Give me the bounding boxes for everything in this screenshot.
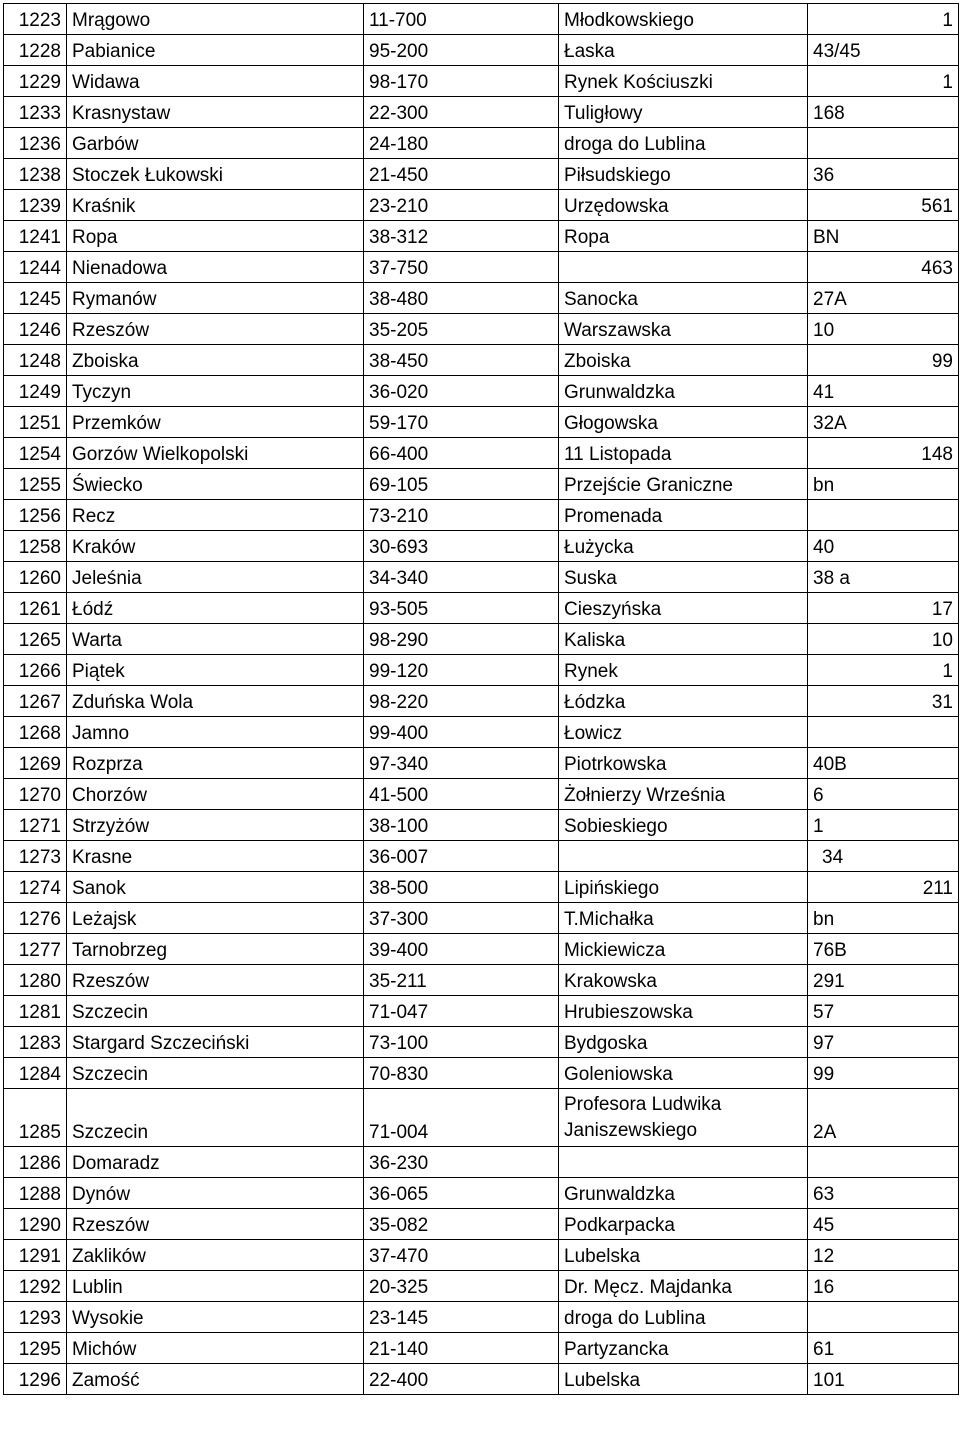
cell-id: 1241 <box>4 221 67 252</box>
table-row <box>4 407 959 438</box>
cell-id: 1267 <box>4 686 67 717</box>
table-row <box>4 438 959 469</box>
table-row <box>4 35 959 66</box>
cell-id: 1280 <box>4 965 67 996</box>
cell-city: Świecko <box>67 469 364 500</box>
cell-city: Domaradz <box>67 1147 364 1178</box>
table-row <box>4 1271 959 1302</box>
cell-house-number: 34 <box>808 841 959 872</box>
cell-street: Głogowska <box>559 407 808 438</box>
cell-house-number: 561 <box>808 190 959 221</box>
cell-postal-code: 38-100 <box>364 810 559 841</box>
cell-city: Rozprza <box>67 748 364 779</box>
cell-city: Stargard Szczeciński <box>67 1027 364 1058</box>
table-row <box>4 686 959 717</box>
cell-street: Profesora Ludwika Janiszewskiego <box>559 1089 808 1147</box>
cell-street <box>559 252 808 283</box>
cell-id: 1285 <box>4 1089 67 1147</box>
cell-city: Jamno <box>67 717 364 748</box>
cell-postal-code: 37-300 <box>364 903 559 934</box>
cell-house-number: 1 <box>808 655 959 686</box>
cell-street: Cieszyńska <box>559 593 808 624</box>
cell-city: Leżajsk <box>67 903 364 934</box>
table-row <box>4 934 959 965</box>
cell-house-number: 1 <box>808 810 959 841</box>
cell-postal-code: 71-004 <box>364 1089 559 1147</box>
cell-house-number: 291 <box>808 965 959 996</box>
cell-id: 1266 <box>4 655 67 686</box>
cell-id: 1223 <box>4 4 67 35</box>
cell-id: 1293 <box>4 1302 67 1333</box>
cell-id: 1233 <box>4 97 67 128</box>
cell-city: Recz <box>67 500 364 531</box>
table-row <box>4 593 959 624</box>
cell-house-number: 211 <box>808 872 959 903</box>
cell-city: Strzyżów <box>67 810 364 841</box>
cell-postal-code: 73-100 <box>364 1027 559 1058</box>
cell-street: Krakowska <box>559 965 808 996</box>
cell-city: Rzeszów <box>67 314 364 345</box>
cell-id: 1244 <box>4 252 67 283</box>
cell-street: Urzędowska <box>559 190 808 221</box>
cell-house-number <box>808 1302 959 1333</box>
cell-street: Sobieskiego <box>559 810 808 841</box>
cell-house-number: 76B <box>808 934 959 965</box>
cell-street: Podkarpacka <box>559 1209 808 1240</box>
table-row <box>4 717 959 748</box>
address-table-body <box>4 4 959 1395</box>
cell-street: Grunwaldzka <box>559 1178 808 1209</box>
cell-street: Sanocka <box>559 283 808 314</box>
cell-id: 1277 <box>4 934 67 965</box>
cell-id: 1239 <box>4 190 67 221</box>
table-row <box>4 1089 959 1147</box>
cell-house-number <box>808 500 959 531</box>
cell-id: 1290 <box>4 1209 67 1240</box>
table-row <box>4 1333 959 1364</box>
cell-city: Rymanów <box>67 283 364 314</box>
cell-house-number: 41 <box>808 376 959 407</box>
cell-postal-code: 23-210 <box>364 190 559 221</box>
cell-id: 1295 <box>4 1333 67 1364</box>
cell-street: Bydgoska <box>559 1027 808 1058</box>
cell-postal-code: 73-210 <box>364 500 559 531</box>
cell-postal-code: 38-480 <box>364 283 559 314</box>
cell-postal-code: 39-400 <box>364 934 559 965</box>
cell-id: 1238 <box>4 159 67 190</box>
cell-city: Tyczyn <box>67 376 364 407</box>
cell-house-number: 40B <box>808 748 959 779</box>
cell-city: Dynów <box>67 1178 364 1209</box>
table-row <box>4 1147 959 1178</box>
cell-id: 1260 <box>4 562 67 593</box>
cell-city: Krasnystaw <box>67 97 364 128</box>
cell-postal-code: 36-065 <box>364 1178 559 1209</box>
table-row <box>4 996 959 1027</box>
cell-postal-code: 97-340 <box>364 748 559 779</box>
table-row <box>4 1178 959 1209</box>
cell-city: Widawa <box>67 66 364 97</box>
cell-street: Ropa <box>559 221 808 252</box>
cell-street: Zboiska <box>559 345 808 376</box>
cell-street: Żołnierzy Września <box>559 779 808 810</box>
cell-city: Mrągowo <box>67 4 364 35</box>
cell-street: droga do Lublina <box>559 128 808 159</box>
cell-street: Piłsudskiego <box>559 159 808 190</box>
cell-postal-code: 41-500 <box>364 779 559 810</box>
cell-street: Rynek <box>559 655 808 686</box>
cell-street: Kaliska <box>559 624 808 655</box>
cell-house-number: 61 <box>808 1333 959 1364</box>
cell-house-number: BN <box>808 221 959 252</box>
cell-street: Piotrkowska <box>559 748 808 779</box>
table-row <box>4 562 959 593</box>
table-row <box>4 965 959 996</box>
cell-house-number: 168 <box>808 97 959 128</box>
cell-city: Rzeszów <box>67 1209 364 1240</box>
cell-city: Rzeszów <box>67 965 364 996</box>
cell-id: 1284 <box>4 1058 67 1089</box>
table-row <box>4 1364 959 1395</box>
cell-id: 1245 <box>4 283 67 314</box>
cell-city: Kraśnik <box>67 190 364 221</box>
cell-id: 1265 <box>4 624 67 655</box>
table-row <box>4 469 959 500</box>
cell-postal-code: 37-750 <box>364 252 559 283</box>
cell-id: 1256 <box>4 500 67 531</box>
cell-house-number: 43/45 <box>808 35 959 66</box>
cell-postal-code: 70-830 <box>364 1058 559 1089</box>
cell-postal-code: 98-170 <box>364 66 559 97</box>
cell-house-number: 101 <box>808 1364 959 1395</box>
cell-postal-code: 37-470 <box>364 1240 559 1271</box>
cell-house-number: 31 <box>808 686 959 717</box>
cell-house-number: 40 <box>808 531 959 562</box>
cell-house-number: 99 <box>808 345 959 376</box>
cell-id: 1249 <box>4 376 67 407</box>
cell-postal-code: 38-500 <box>364 872 559 903</box>
cell-city: Zamość <box>67 1364 364 1395</box>
cell-id: 1281 <box>4 996 67 1027</box>
cell-street: Przejście Graniczne <box>559 469 808 500</box>
cell-id: 1246 <box>4 314 67 345</box>
table-row <box>4 810 959 841</box>
cell-postal-code: 22-300 <box>364 97 559 128</box>
table-row <box>4 1058 959 1089</box>
cell-id: 1288 <box>4 1178 67 1209</box>
cell-street: Łużycka <box>559 531 808 562</box>
cell-house-number: 16 <box>808 1271 959 1302</box>
cell-street: Warszawska <box>559 314 808 345</box>
cell-postal-code: 36-020 <box>364 376 559 407</box>
cell-city: Chorzów <box>67 779 364 810</box>
cell-street: Hrubieszowska <box>559 996 808 1027</box>
cell-id: 1236 <box>4 128 67 159</box>
cell-id: 1286 <box>4 1147 67 1178</box>
cell-street: Rynek Kościuszki <box>559 66 808 97</box>
cell-house-number: bn <box>808 469 959 500</box>
table-row <box>4 1027 959 1058</box>
table-row <box>4 841 959 872</box>
table-row <box>4 872 959 903</box>
cell-street: Partyzancka <box>559 1333 808 1364</box>
cell-city: Jeleśnia <box>67 562 364 593</box>
cell-house-number: 63 <box>808 1178 959 1209</box>
cell-postal-code: 99-120 <box>364 655 559 686</box>
cell-house-number: 463 <box>808 252 959 283</box>
table-row <box>4 4 959 35</box>
table-row <box>4 655 959 686</box>
table-row <box>4 779 959 810</box>
table-row <box>4 624 959 655</box>
cell-house-number: 2A <box>808 1089 959 1147</box>
cell-postal-code: 35-211 <box>364 965 559 996</box>
cell-id: 1276 <box>4 903 67 934</box>
cell-house-number: 97 <box>808 1027 959 1058</box>
cell-city: Michów <box>67 1333 364 1364</box>
cell-street: Młodkowskiego <box>559 4 808 35</box>
cell-street <box>559 841 808 872</box>
table-row <box>4 159 959 190</box>
cell-street: Suska <box>559 562 808 593</box>
cell-street: Lipińskiego <box>559 872 808 903</box>
table-row <box>4 376 959 407</box>
table-row <box>4 531 959 562</box>
cell-street: Łódzka <box>559 686 808 717</box>
cell-street: Lubelska <box>559 1364 808 1395</box>
cell-id: 1251 <box>4 407 67 438</box>
cell-id: 1273 <box>4 841 67 872</box>
cell-id: 1271 <box>4 810 67 841</box>
cell-id: 1269 <box>4 748 67 779</box>
cell-city: Szczecin <box>67 996 364 1027</box>
cell-house-number: 12 <box>808 1240 959 1271</box>
cell-city: Piątek <box>67 655 364 686</box>
cell-street: Tuligłowy <box>559 97 808 128</box>
table-row <box>4 1302 959 1333</box>
cell-postal-code: 38-312 <box>364 221 559 252</box>
cell-street: Goleniowska <box>559 1058 808 1089</box>
cell-city: Szczecin <box>67 1089 364 1147</box>
cell-house-number <box>808 717 959 748</box>
address-table <box>3 3 959 1395</box>
cell-postal-code: 93-505 <box>364 593 559 624</box>
table-row <box>4 314 959 345</box>
cell-city: Pabianice <box>67 35 364 66</box>
cell-id: 1291 <box>4 1240 67 1271</box>
table-row <box>4 748 959 779</box>
cell-house-number: 10 <box>808 624 959 655</box>
cell-id: 1255 <box>4 469 67 500</box>
cell-postal-code: 21-450 <box>364 159 559 190</box>
cell-postal-code: 38-450 <box>364 345 559 376</box>
cell-city: Tarnobrzeg <box>67 934 364 965</box>
cell-id: 1283 <box>4 1027 67 1058</box>
cell-city: Sanok <box>67 872 364 903</box>
table-row <box>4 500 959 531</box>
cell-postal-code: 98-290 <box>364 624 559 655</box>
cell-city: Przemków <box>67 407 364 438</box>
cell-city: Łódź <box>67 593 364 624</box>
cell-house-number: 45 <box>808 1209 959 1240</box>
table-row <box>4 66 959 97</box>
table-row <box>4 221 959 252</box>
cell-city: Szczecin <box>67 1058 364 1089</box>
cell-city: Warta <box>67 624 364 655</box>
cell-postal-code: 66-400 <box>364 438 559 469</box>
cell-postal-code: 11-700 <box>364 4 559 35</box>
cell-street <box>559 1147 808 1178</box>
cell-house-number: 32A <box>808 407 959 438</box>
cell-postal-code: 59-170 <box>364 407 559 438</box>
cell-street: Lubelska <box>559 1240 808 1271</box>
cell-house-number: bn <box>808 903 959 934</box>
cell-postal-code: 35-205 <box>364 314 559 345</box>
cell-id: 1229 <box>4 66 67 97</box>
cell-city: Gorzów Wielkopolski <box>67 438 364 469</box>
cell-street: Mickiewicza <box>559 934 808 965</box>
cell-id: 1292 <box>4 1271 67 1302</box>
table-row <box>4 345 959 376</box>
cell-postal-code: 69-105 <box>364 469 559 500</box>
cell-house-number <box>808 128 959 159</box>
cell-city: Garbów <box>67 128 364 159</box>
cell-house-number: 99 <box>808 1058 959 1089</box>
table-row <box>4 190 959 221</box>
cell-city: Krasne <box>67 841 364 872</box>
cell-street: Dr. Męcz. Majdanka <box>559 1271 808 1302</box>
table-row <box>4 1209 959 1240</box>
table-row <box>4 252 959 283</box>
cell-city: Ropa <box>67 221 364 252</box>
cell-house-number: 1 <box>808 66 959 97</box>
cell-street: Łowicz <box>559 717 808 748</box>
cell-postal-code: 23-145 <box>364 1302 559 1333</box>
cell-id: 1261 <box>4 593 67 624</box>
cell-id: 1258 <box>4 531 67 562</box>
cell-postal-code: 20-325 <box>364 1271 559 1302</box>
cell-city: Stoczek Łukowski <box>67 159 364 190</box>
cell-house-number: 27A <box>808 283 959 314</box>
cell-postal-code: 30-693 <box>364 531 559 562</box>
cell-id: 1270 <box>4 779 67 810</box>
cell-id: 1228 <box>4 35 67 66</box>
table-row <box>4 97 959 128</box>
cell-city: Kraków <box>67 531 364 562</box>
cell-house-number: 1 <box>808 4 959 35</box>
cell-house-number <box>808 1147 959 1178</box>
cell-house-number: 36 <box>808 159 959 190</box>
cell-city: Zaklików <box>67 1240 364 1271</box>
cell-postal-code: 99-400 <box>364 717 559 748</box>
cell-house-number: 148 <box>808 438 959 469</box>
cell-city: Nienadowa <box>67 252 364 283</box>
cell-postal-code: 71-047 <box>364 996 559 1027</box>
cell-city: Wysokie <box>67 1302 364 1333</box>
cell-postal-code: 35-082 <box>364 1209 559 1240</box>
cell-city: Zboiska <box>67 345 364 376</box>
cell-postal-code: 36-007 <box>364 841 559 872</box>
cell-postal-code: 98-220 <box>364 686 559 717</box>
cell-city: Lublin <box>67 1271 364 1302</box>
cell-postal-code: 36-230 <box>364 1147 559 1178</box>
table-row <box>4 128 959 159</box>
cell-house-number: 57 <box>808 996 959 1027</box>
cell-id: 1274 <box>4 872 67 903</box>
table-row <box>4 283 959 314</box>
cell-postal-code: 21-140 <box>364 1333 559 1364</box>
cell-postal-code: 34-340 <box>364 562 559 593</box>
cell-postal-code: 22-400 <box>364 1364 559 1395</box>
cell-id: 1248 <box>4 345 67 376</box>
cell-house-number: 6 <box>808 779 959 810</box>
cell-house-number: 10 <box>808 314 959 345</box>
table-row <box>4 903 959 934</box>
cell-street: Łaska <box>559 35 808 66</box>
cell-street: droga do Lublina <box>559 1302 808 1333</box>
cell-street: 11 Listopada <box>559 438 808 469</box>
cell-id: 1268 <box>4 717 67 748</box>
cell-postal-code: 95-200 <box>364 35 559 66</box>
cell-house-number: 38 a <box>808 562 959 593</box>
cell-street: Grunwaldzka <box>559 376 808 407</box>
cell-street: T.Michałka <box>559 903 808 934</box>
cell-house-number: 17 <box>808 593 959 624</box>
table-row <box>4 1240 959 1271</box>
cell-id: 1254 <box>4 438 67 469</box>
cell-city: Zduńska Wola <box>67 686 364 717</box>
cell-street: Promenada <box>559 500 808 531</box>
cell-id: 1296 <box>4 1364 67 1395</box>
cell-postal-code: 24-180 <box>364 128 559 159</box>
